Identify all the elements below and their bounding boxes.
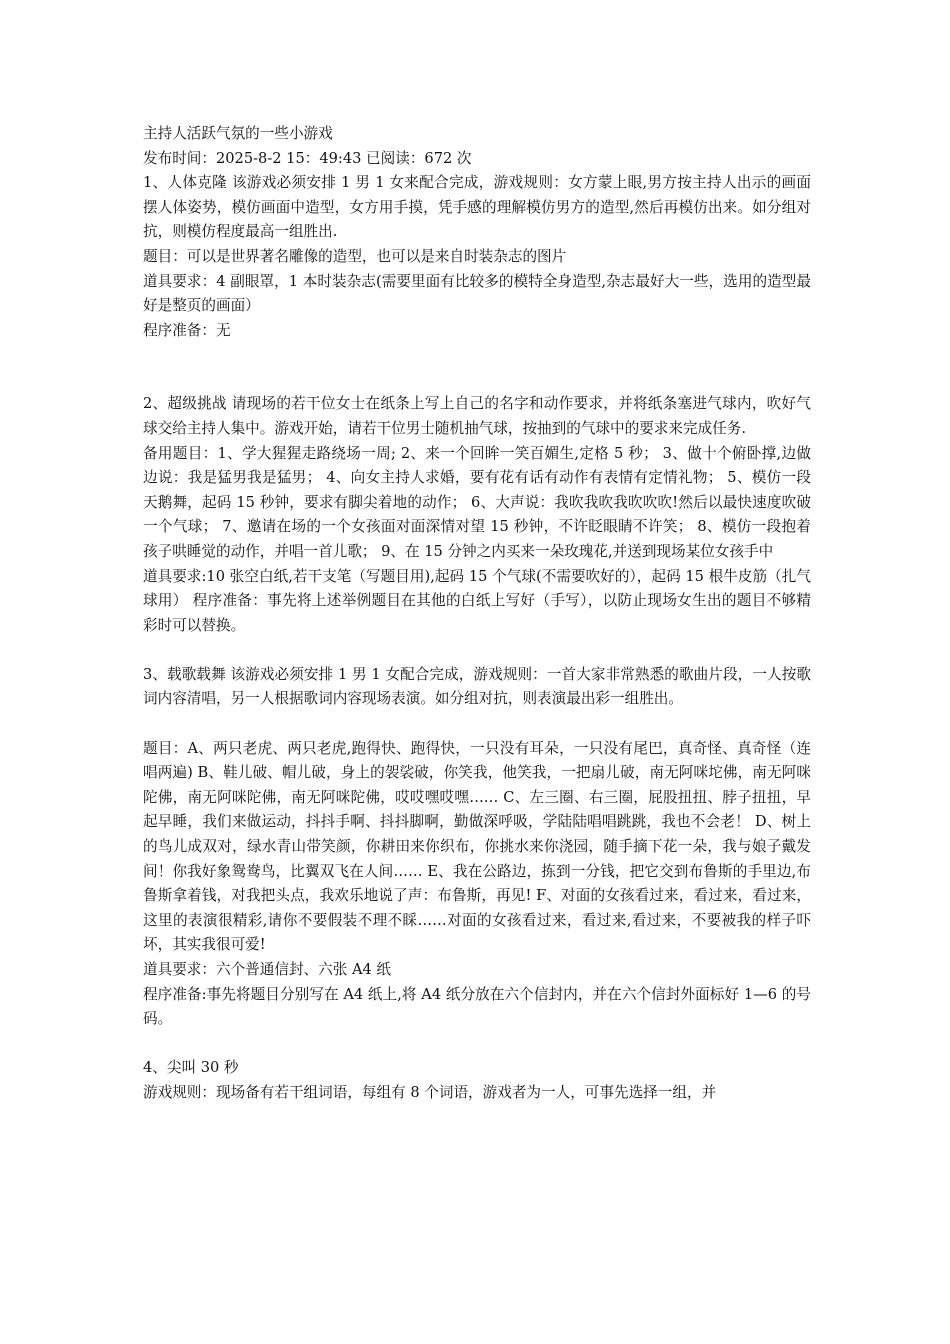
game-1-props: 道具要求：4 副眼罩，1 本时装杂志(需要里面有比较多的模特全身造型,杂志最好大一些，选用的造型最好是整页的画面） [143, 272, 811, 315]
game-2-props: 道具要求:10 张空白纸,若干支笔（写题目用),起码 15 个气球(不需要吹好的），起码 15 根牛皮筋（扎气球用） 程序准备：事先将上述举例题目在其他的白纸上写好（手写），以防止现场女生出的题目不够精彩时可以替换。 [143, 567, 811, 634]
game-3-description: 3、载歌载舞 该游戏必须安排 1 男 1 女配合完成，游戏规则：一首大家非常熟悉的歌曲片段，一人按歌词内容清唱，另一人根据歌词内容现场表演。如分组对抗，则表演最出彩一组胜出。 [143, 665, 811, 708]
game-3-topics: 题目：A、两只老虎、两只老虎,跑得快、跑得快，一只没有耳朵，一只没有尾巴，真奇怪、真奇怪（连唱两遍) B、鞋儿破、帽儿破，身上的袈裟破，你笑我，他笑我，一把扇儿破，南无阿咪坨佛，南无阿咪陀佛，南无阿咪陀佛，南无阿咪陀佛，哎哎嘿哎嘿…… C、左三圈、右三圈，屁股扭扭、脖子扭扭，早起早睡，我们来做运动，抖抖手啊、抖抖脚啊，勤做深呼吸，学陆陆唱唱跳跳，我也不会老！ D、树上的鸟儿成双对，绿水青山带笑颜，你耕田来你织布，你挑水来你浇园，随手摘下花一朵，我与娘子戴发间！你我好象鸳鸯鸟，比翼双飞在人间…… E、我在公路边，拣到一分钱，把它交到布鲁斯的手里边,布鲁斯拿着钱，对我把头点，我欢乐地说了声：布鲁斯，再见! F、对面的女孩看过来，看过来，看过来，这里的表演很精彩,请你不要假装不理不睬……对面的女孩看过来，看过来,看过来，不要被我的样子吓坏，其实我很可爱! [143, 739, 811, 954]
publish-meta: 发布时间：2025-8-2 15：49:43 已阅读：672 次 [143, 149, 472, 167]
game-2-description: 2、超级挑战 请现场的若干位女士在纸条上写上自己的名字和动作要求，并将纸条塞进气球内，吹好气球交给主持人集中。游戏开始，请若干位男士随机抽气球，按抽到的气球中的要求来完成任务. [143, 395, 811, 437]
game-4-title: 4、尖叫 30 秒 [143, 1059, 239, 1077]
paragraph-spacer [143, 343, 811, 392]
game-2-topics: 备用题目：1、学大猩猩走路绕场一周; 2、来一个回眸一笑百媚生,定格 5 秒； 3、做十个俯卧撑,边做边说：我是猛男我是猛男； 4、向女主持人求婚，要有花有话有动作有表情有定情礼物； 5、模仿一段天鹅舞，起码 15 秒钟，要求有脚尖着地的动作； 6、大声说：我吹我吹我吹吹吹!然后以最快速度吹破一个气球； 7、邀请在场的一个女孩面对面深情对望 15 秒钟，不许眨眼睛不许笑； 8、模仿一段抱着孩子哄睡觉的动作，并唱一首儿歌； 9、在 15 分钟之内买来一朵玫瑰花,并送到现场某位女孩手中 [143, 444, 811, 560]
paragraph-spacer [143, 638, 811, 663]
paragraph-spacer [143, 712, 811, 737]
game-1-topic: 题目：可以是世界著名雕像的造型，也可以是来自时装杂志的图片 [143, 247, 567, 265]
game-3-prep: 程序准备:事先将题目分别写在 A4 纸上,将 A4 纸分放在六个信封内，并在六个信封外面标好 1—6 的号码。 [143, 985, 811, 1028]
document-body [143, 122, 811, 1106]
game-1-prep: 程序准备：无 [143, 321, 231, 339]
game-1-description: 1、人体克隆 该游戏必须安排 1 男 1 女来配合完成，游戏规则：女方蒙上眼,男方按主持人出示的画面摆人体姿势，模仿画面中造型，女方用手摸，凭手感的理解模仿男方的造型,然后再模仿出来。如分组对抗，则模仿程度最高一组胜出. [143, 174, 811, 241]
paragraph-spacer [143, 1032, 811, 1057]
document-title: 主持人活跃气氛的一些小游戏 [143, 125, 333, 142]
game-4-rules: 游戏规则：现场备有若干组词语，每组有 8 个词语，游戏者为一人，可事先选择一组，并 [143, 1083, 717, 1101]
game-3-props: 道具要求：六个普通信封、六张 A4 纸 [143, 961, 392, 978]
